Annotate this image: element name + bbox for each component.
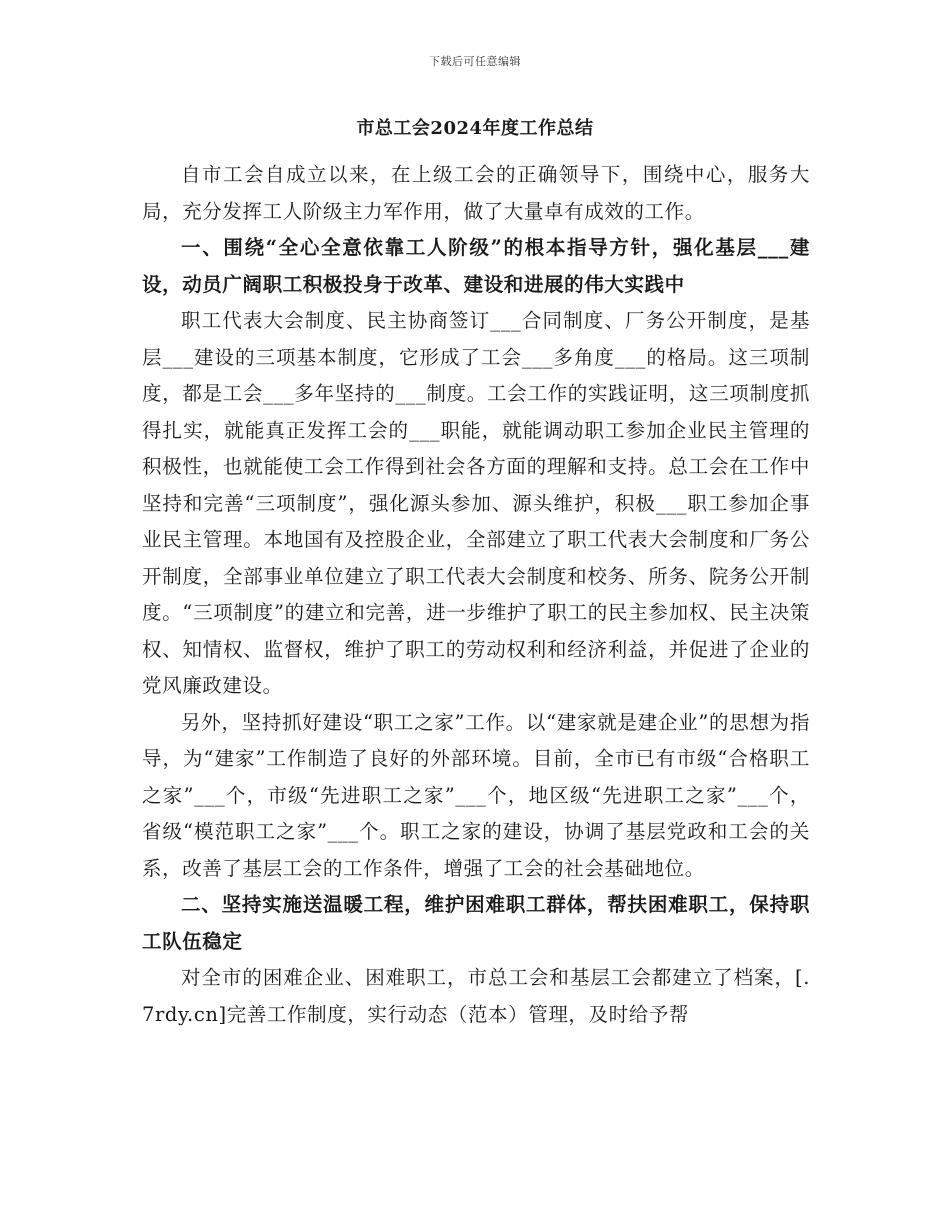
document-body	[142, 157, 810, 1033]
section-heading-2: 二、坚持实施送温暖工程，维护困难职工群体，帮扶困难职工，保持职工队伍稳定	[142, 893, 810, 953]
paragraph-workers-home: 另外，坚持抓好建设“职工之家”工作。以“建家就是建企业”的思想为指导，为“建家”工作制造了良好的外部环境。目前，全市已有市级“合格职工之家”___个，市级“先进职工之家”___个，地区级“先进职工之家”___个，省级“模范职工之家”___个。职工之家的建设，协调了基层党政和工会的关系，改善了基层工会的工作条件，增强了工会的社会基础地位。	[142, 710, 810, 880]
paragraph-assistance: 对全市的困难企业、困难职工，市总工会和基层工会都建立了档案，[.7rdy.cn]完善工作制度，实行动态（范本）管理，及时给予帮	[142, 966, 810, 1026]
paragraph-three-systems: 职工代表大会制度、民主协商签订___合同制度、厂务公开制度，是基层___建设的三项基本制度，它形成了工会___多角度___的格局。这三项制度，都是工会___多年坚持的___制度。工会工作的实践证明，这三项制度抓得扎实，就能真正发挥工会的___职能，就能调动职工参加企业民主管理的积极性，也就能使工会工作得到社会各方面的理解和支持。总工会在工作中坚持和完善“三项制度”，强化源头参加、源头维护，积极___职工参加企事业民主管理。本地国有及控股企业，全部建立了职工代表大会制度和厂务公开制度，全部事业单位建立了职工代表大会制度和校务、所务、院务公开制度。“三项制度”的建立和完善，进一步维护了职工的民主参加权、民主决策权、知情权、监督权，维护了职工的劳动权利和经济利益，并促进了企业的党风廉政建设。	[142, 309, 810, 697]
section-heading-1: 一、围绕“全心全意依靠工人阶级”的根本指导方针，强化基层___建设，动员广阔职工积极投身于改革、建设和进展的伟大实践中	[142, 236, 810, 296]
document-title: 市总工会2024年度工作总结	[356, 118, 594, 139]
paragraph-intro: 自市工会自成立以来，在上级工会的正确领导下，围绕中心，服务大局，充分发挥工人阶级主力军作用，做了大量卓有成效的工作。	[142, 163, 810, 223]
header-note: 下载后可任意编辑	[429, 55, 521, 68]
